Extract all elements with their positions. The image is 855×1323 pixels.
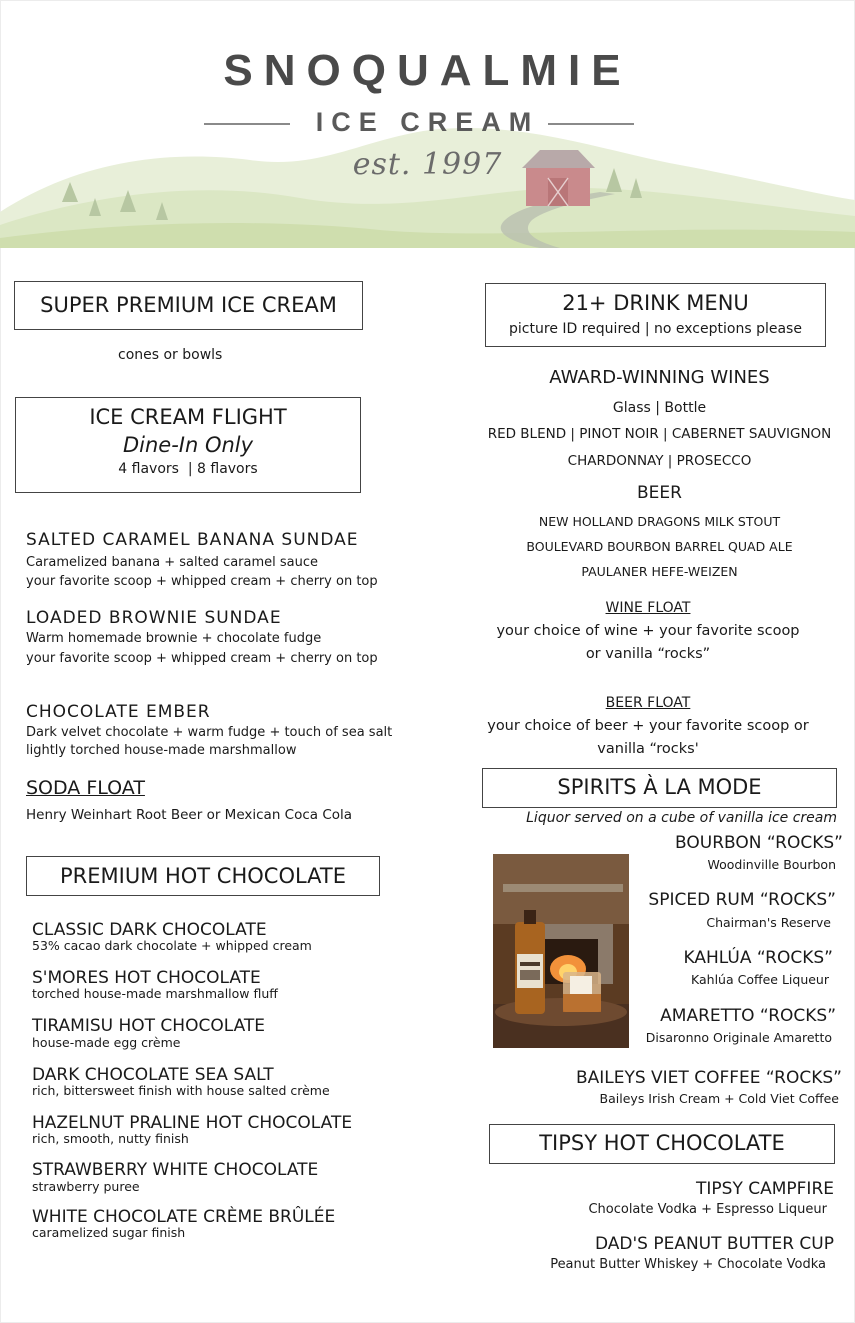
hot-chocolate-box bbox=[26, 856, 380, 896]
sundae-title: LOADED BROWNIE SUNDAE bbox=[26, 608, 282, 628]
tipsy-item-title: TIPSY CAMPFIRE bbox=[696, 1179, 834, 1199]
hot-chocolate-item-title: TIRAMISU HOT CHOCOLATE bbox=[32, 1016, 266, 1036]
beer-title: BEER bbox=[637, 483, 682, 503]
beer-item: BOULEVARD BOURBON BARREL QUAD ALE bbox=[526, 539, 793, 554]
drink-menu-title: 21+ DRINK MENU bbox=[562, 291, 749, 315]
sundae-line2: lightly torched house-made marshmallow bbox=[26, 743, 297, 758]
spirits-box bbox=[482, 768, 837, 808]
beer-item: PAULANER HEFE-WEIZEN bbox=[581, 564, 738, 579]
spirit-title: BAILEYS VIET COFFEE “ROCKS” bbox=[575, 1068, 842, 1088]
brand-divider-right bbox=[548, 123, 634, 125]
brand-name: SNOQUALMIE bbox=[223, 46, 632, 95]
spirits-note: Liquor served on a cube of vanilla ice cream bbox=[526, 810, 837, 826]
spirit-desc: Kahlúa Coffee Liqueur bbox=[691, 972, 829, 987]
flight-box bbox=[15, 397, 361, 493]
hot-chocolate-item-desc: strawberry puree bbox=[32, 1179, 140, 1194]
hot-chocolate-item-title: HAZELNUT PRALINE HOT CHOCOLATE bbox=[32, 1113, 353, 1133]
hot-chocolate-item-title: WHITE CHOCOLATE CRÈME BRÛLÉE bbox=[32, 1207, 336, 1227]
beer-float-line1: your choice of beer + your favorite scoop or bbox=[487, 718, 809, 734]
drink-menu-box bbox=[485, 283, 826, 347]
hot-chocolate-title: PREMIUM HOT CHOCOLATE bbox=[59, 864, 346, 888]
wines-sizes: Glass | Bottle bbox=[612, 400, 707, 416]
sundae-title: SALTED CARAMEL BANANA SUNDAE bbox=[26, 530, 359, 550]
wines-title: AWARD-WINNING WINES bbox=[549, 367, 770, 388]
hills-illustration bbox=[0, 120, 855, 248]
tipsy-box bbox=[489, 1124, 835, 1164]
hot-chocolate-item-title: DARK CHOCOLATE SEA SALT bbox=[32, 1065, 274, 1085]
hot-chocolate-item-desc: house-made egg crème bbox=[32, 1035, 181, 1050]
beer-item: NEW HOLLAND DRAGONS MILK STOUT bbox=[538, 514, 781, 529]
soda-float-desc: Henry Weinhart Root Beer or Mexican Coca Cola bbox=[26, 807, 353, 823]
wines-list-2: CHARDONNAY | PROSECCO bbox=[567, 453, 752, 469]
beer-float-line2: vanilla “rocks' bbox=[597, 741, 699, 757]
sundae-title: CHOCOLATE EMBER bbox=[26, 702, 211, 722]
sundae-line1: Warm homemade brownie + chocolate fudge bbox=[26, 631, 322, 646]
hot-chocolate-item-desc: torched house-made marshmallow fluff bbox=[32, 986, 278, 1001]
super-premium-box bbox=[14, 281, 363, 330]
cones-note: cones or bowls bbox=[118, 347, 223, 363]
hot-chocolate-item-desc: 53% cacao dark chocolate + whipped cream bbox=[32, 938, 312, 953]
tipsy-title: TIPSY HOT CHOCOLATE bbox=[539, 1131, 785, 1155]
sundae-line2: your favorite scoop + whipped cream + cherry on top bbox=[26, 651, 378, 666]
spirit-title: KAHLÚA “ROCKS” bbox=[683, 948, 833, 968]
soda-float-title: SODA FLOAT bbox=[26, 777, 145, 799]
sundae-line2: your favorite scoop + whipped cream + cherry on top bbox=[26, 574, 378, 589]
spirit-desc: Baileys Irish Cream + Cold Viet Coffee bbox=[599, 1091, 839, 1106]
spirit-desc: Chairman's Reserve bbox=[706, 915, 831, 930]
spirit-title: BOURBON “ROCKS” bbox=[675, 833, 843, 853]
spirits-title: SPIRITS À LA MODE bbox=[557, 775, 762, 799]
hot-chocolate-item-desc: rich, bittersweet finish with house salted crème bbox=[32, 1083, 330, 1098]
established-year: est. 1997 bbox=[352, 147, 503, 182]
hot-chocolate-item-desc: rich, smooth, nutty finish bbox=[32, 1131, 189, 1146]
wine-float-title: WINE FLOAT bbox=[605, 600, 691, 616]
beer-float-title: BEER FLOAT bbox=[605, 695, 691, 711]
super-premium-title: SUPER PREMIUM ICE CREAM bbox=[40, 293, 337, 317]
tipsy-item-title: DAD'S PEANUT BUTTER CUP bbox=[594, 1234, 834, 1254]
hot-chocolate-item-title: S'MORES HOT CHOCOLATE bbox=[32, 968, 261, 988]
wine-float-line1: your choice of wine + your favorite scoop bbox=[496, 623, 800, 639]
tipsy-item-desc: Chocolate Vodka + Espresso Liqueur bbox=[588, 1202, 827, 1217]
hot-chocolate-item-title: STRAWBERRY WHITE CHOCOLATE bbox=[32, 1160, 319, 1180]
wines-list-1: RED BLEND | PINOT NOIR | CABERNET SAUVIGNON bbox=[487, 426, 832, 442]
brand-subtitle: ICE CREAM bbox=[315, 107, 540, 137]
hot-chocolate-item-desc: caramelized sugar finish bbox=[32, 1225, 186, 1240]
sundae-line1: Dark velvet chocolate + warm fudge + touch of sea salt bbox=[26, 725, 393, 740]
drink-menu-note: picture ID required | no exceptions please bbox=[509, 321, 802, 337]
spirit-title: SPICED RUM “ROCKS” bbox=[648, 890, 836, 910]
wine-float-line2: or vanilla “rocks” bbox=[585, 646, 711, 662]
tipsy-item-desc: Peanut Butter Whiskey + Chocolate Vodka bbox=[550, 1257, 826, 1272]
flight-sizes: 4 flavors | 8 flavors bbox=[118, 461, 258, 477]
flight-subtitle: Dine-In Only bbox=[122, 433, 254, 457]
spirit-desc: Woodinville Bourbon bbox=[707, 857, 836, 872]
sundae-line1: Caramelized banana + salted caramel sauce bbox=[26, 555, 319, 570]
spirit-desc: Disaronno Originale Amaretto bbox=[645, 1030, 832, 1045]
spirit-title: AMARETTO “ROCKS” bbox=[660, 1006, 836, 1026]
hot-chocolate-item-title: CLASSIC DARK CHOCOLATE bbox=[32, 920, 267, 940]
flight-title: ICE CREAM FLIGHT bbox=[89, 405, 287, 429]
